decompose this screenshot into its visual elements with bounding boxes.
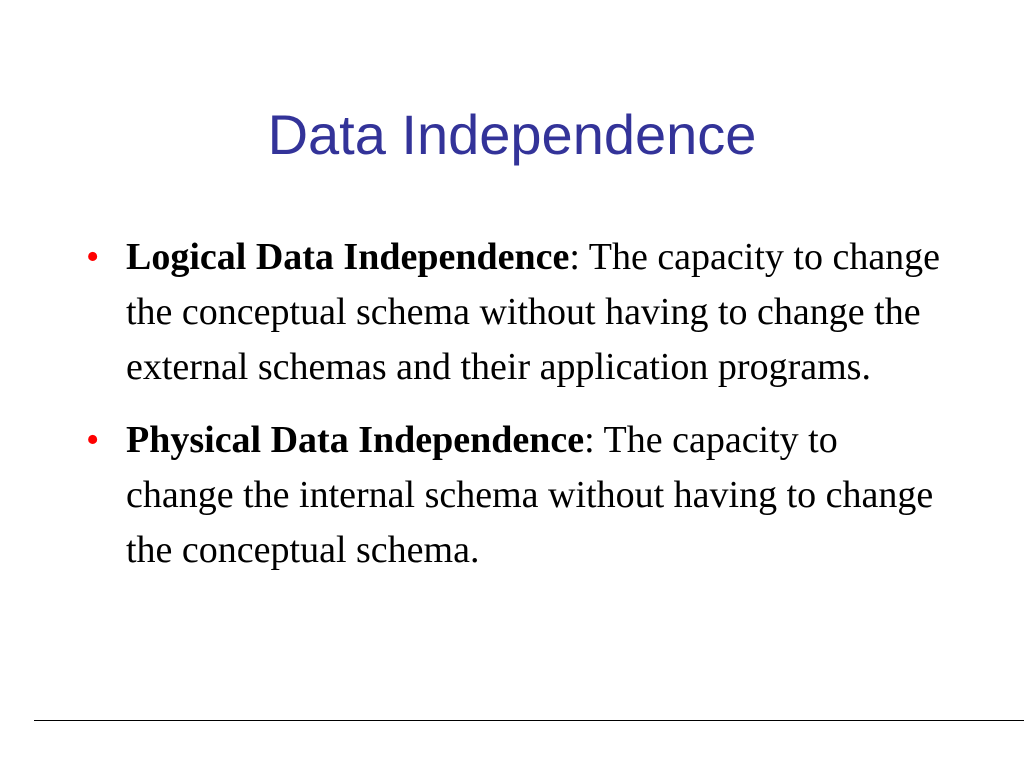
bullet-separator: :	[569, 236, 580, 278]
bullet-dot-icon: •	[86, 419, 100, 461]
bullet-term: Physical Data Independence	[126, 419, 585, 461]
bullet-list	[86, 230, 946, 596]
bullet-separator: :	[584, 419, 595, 461]
bullet-text: The capacity to change the internal schema without having to change the conceptual schema.	[126, 419, 934, 571]
slide-title: Data Independence	[267, 103, 757, 166]
bullet-dot-icon: •	[86, 236, 100, 278]
bullet-text: The capacity to change the conceptual schema without having to change the external schemas and their application programs.	[126, 236, 941, 388]
bullet-item-logical-data-independence	[86, 230, 946, 395]
bullet-item-physical-data-independence	[86, 413, 946, 578]
footer-divider	[34, 720, 1024, 721]
bullet-term: Logical Data Independence	[126, 236, 570, 278]
